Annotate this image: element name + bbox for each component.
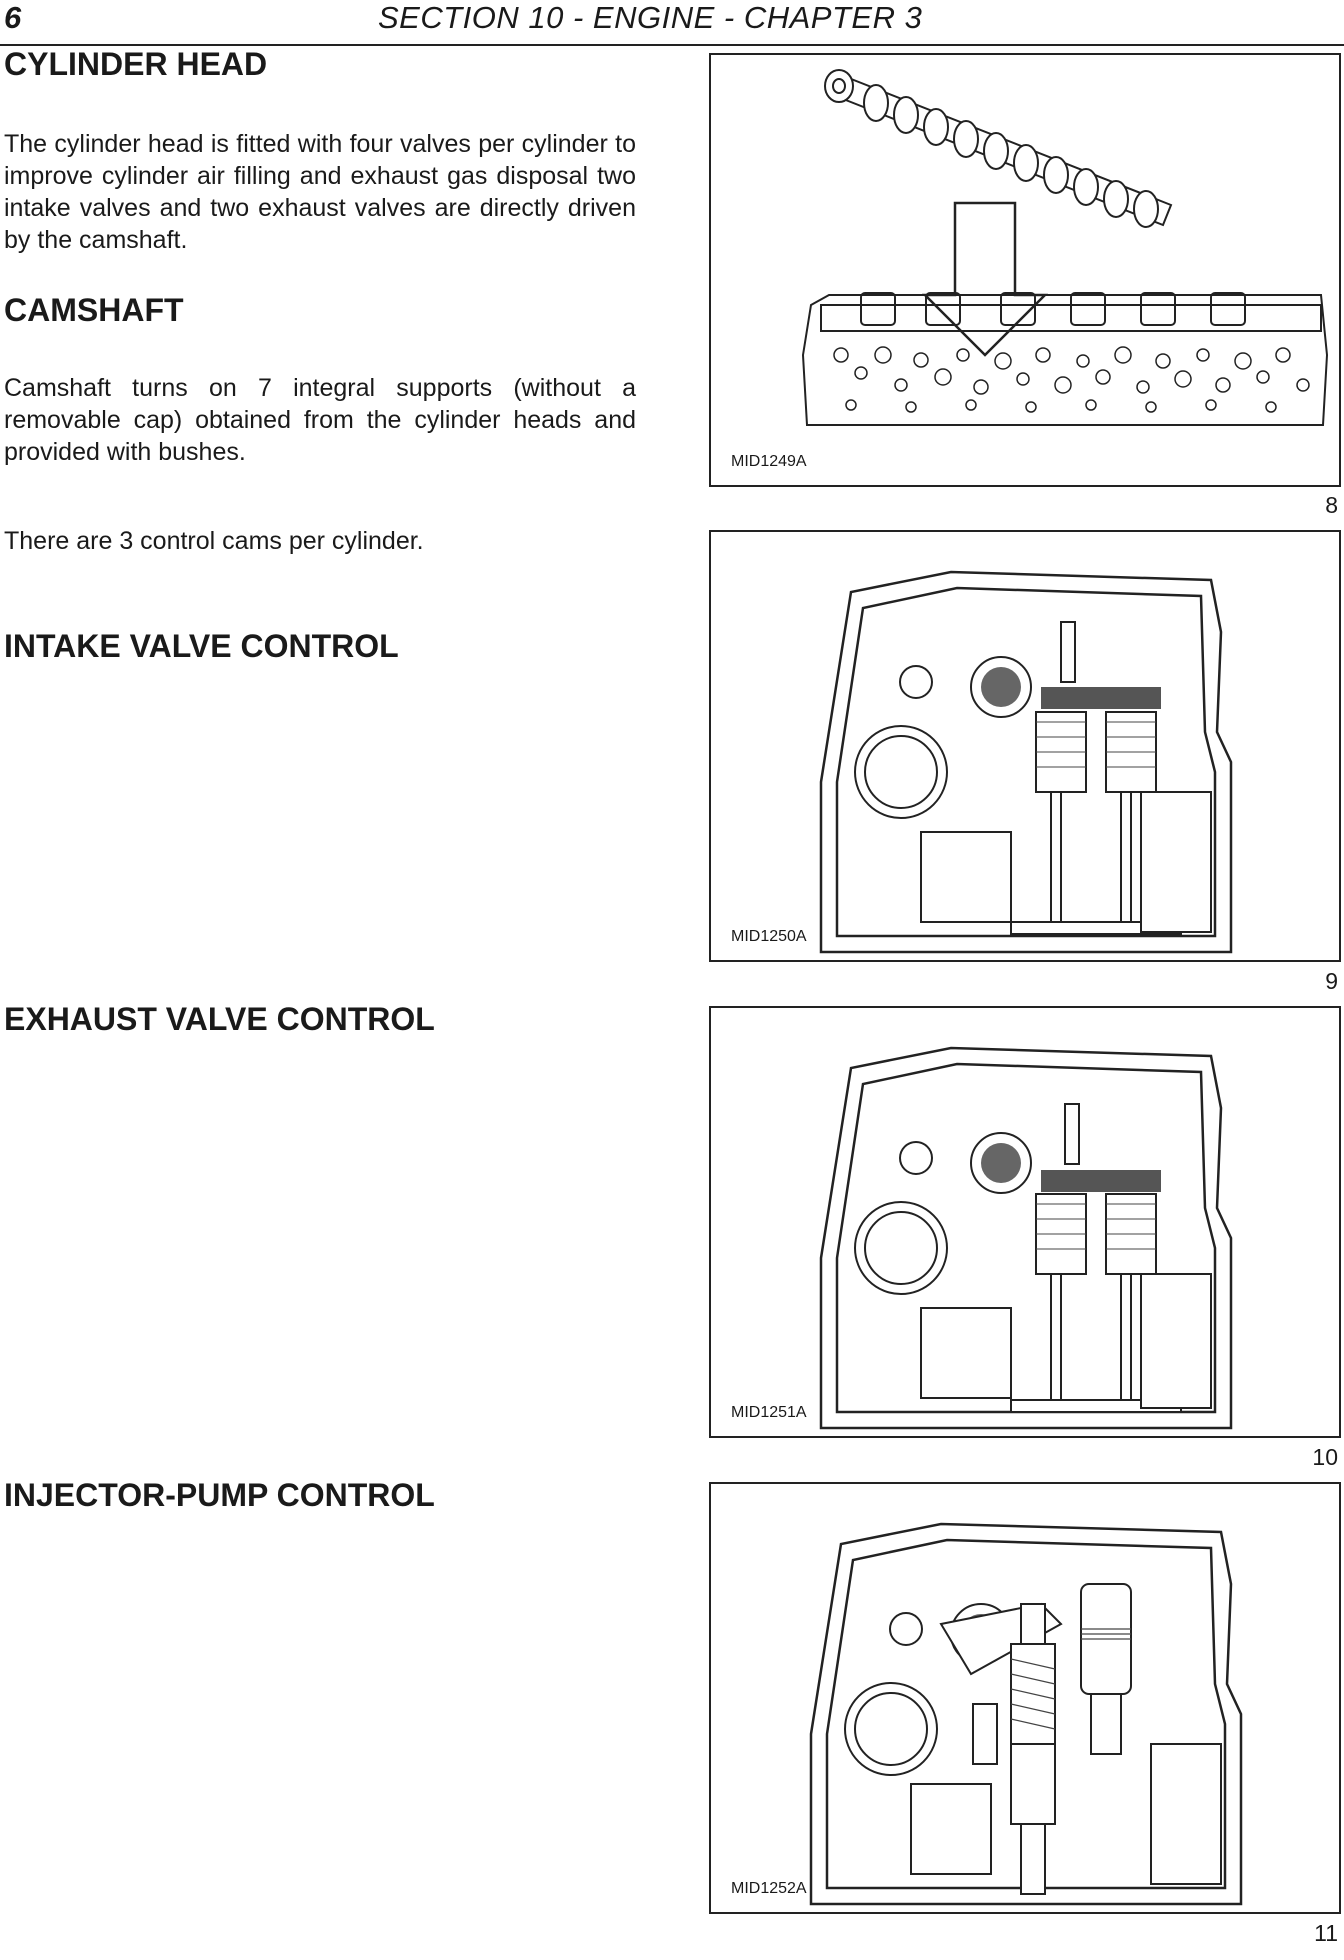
injector-pump-illustration	[711, 1484, 1339, 1912]
heading-cylinder-head: CYLINDER HEAD	[4, 46, 268, 82]
figure-intake-valve	[709, 530, 1341, 962]
figure-number: 11	[1314, 1920, 1338, 1946]
figure-exhaust-valve	[709, 1006, 1341, 1438]
figure-code: MID1250A	[731, 928, 807, 945]
heading-injector-pump-control: INJECTOR-PUMP CONTROL	[4, 1477, 435, 1513]
figure-number: 10	[1312, 1444, 1338, 1470]
figure-code: MID1252A	[731, 1880, 807, 1897]
heading-camshaft: CAMSHAFT	[4, 292, 184, 328]
figure-camshaft-cylinder-head	[709, 53, 1341, 487]
figure-number: 9	[1325, 968, 1338, 994]
intake-valve-illustration	[711, 532, 1339, 960]
paragraph-control-cams: There are 3 control cams per cylinder.	[4, 527, 424, 555]
exhaust-valve-illustration	[711, 1008, 1339, 1436]
heading-exhaust-valve-control: EXHAUST VALVE CONTROL	[4, 1001, 435, 1037]
camshaft-head-illustration	[711, 55, 1339, 485]
heading-intake-valve-control: INTAKE VALVE CONTROL	[4, 628, 399, 664]
figure-injector-pump	[709, 1482, 1341, 1914]
paragraph-cylinder-head: The cylinder head is fitted with four valves per cylinder to improve cylinder air filling and exhaust gas disposal two intake valves and two exhaust valves are directly driven by the camshaft.	[4, 130, 636, 254]
paragraph-camshaft: Camshaft turns on 7 integral supports (without a removable cap) obtained from the cylinder heads and provided with bushes.	[4, 374, 636, 466]
figure-code: MID1249A	[731, 453, 807, 470]
figure-code: MID1251A	[731, 1404, 807, 1421]
figure-number: 8	[1325, 492, 1338, 518]
section-title: SECTION 10 - ENGINE - CHAPTER 3	[378, 0, 923, 35]
page-number: 6	[4, 0, 22, 35]
